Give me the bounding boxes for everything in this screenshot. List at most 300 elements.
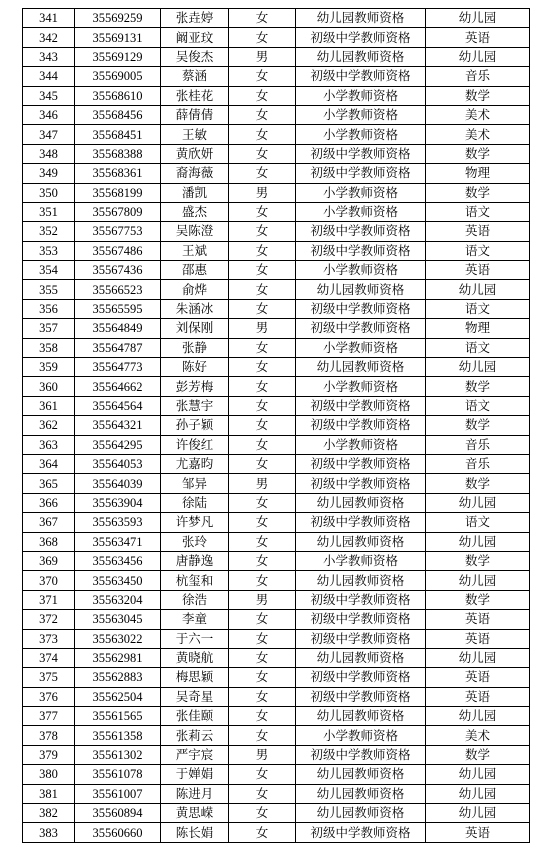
subject-cell: 幼儿园 xyxy=(426,648,530,667)
name-cell: 王斌 xyxy=(161,241,229,260)
exam-id-cell: 35568456 xyxy=(75,105,161,124)
serial-number-cell: 373 xyxy=(23,629,75,648)
gender-cell: 女 xyxy=(229,9,296,28)
table-row xyxy=(23,47,530,66)
subject-cell: 数学 xyxy=(426,377,530,396)
table-row xyxy=(23,513,530,532)
name-cell: 张桂花 xyxy=(161,86,229,105)
gender-cell: 女 xyxy=(229,377,296,396)
qualification-cell: 幼儿园教师资格 xyxy=(296,707,426,726)
subject-cell: 数学 xyxy=(426,144,530,163)
serial-number-cell: 350 xyxy=(23,183,75,202)
serial-number-cell: 354 xyxy=(23,261,75,280)
qualification-cell: 初级中学教师资格 xyxy=(296,590,426,609)
exam-id-cell: 35564662 xyxy=(75,377,161,396)
exam-id-cell: 35564849 xyxy=(75,319,161,338)
subject-cell: 英语 xyxy=(426,668,530,687)
table-row xyxy=(23,435,530,454)
exam-id-cell: 35561358 xyxy=(75,726,161,745)
subject-cell: 幼儿园 xyxy=(426,804,530,823)
qualification-cell: 幼儿园教师资格 xyxy=(296,358,426,377)
qualification-cell: 小学教师资格 xyxy=(296,551,426,570)
table-row xyxy=(23,338,530,357)
table-row xyxy=(23,164,530,183)
gender-cell: 女 xyxy=(229,86,296,105)
serial-number-cell: 362 xyxy=(23,416,75,435)
gender-cell: 男 xyxy=(229,474,296,493)
gender-cell: 女 xyxy=(229,28,296,47)
qualification-cell: 初级中学教师资格 xyxy=(296,454,426,473)
name-cell: 吴奇星 xyxy=(161,687,229,706)
exam-id-cell: 35562504 xyxy=(75,687,161,706)
exam-id-cell: 35564787 xyxy=(75,338,161,357)
table-row xyxy=(23,377,530,396)
name-cell: 于六一 xyxy=(161,629,229,648)
subject-cell: 幼儿园 xyxy=(426,765,530,784)
gender-cell: 女 xyxy=(229,648,296,667)
exam-id-cell: 35563593 xyxy=(75,513,161,532)
exam-id-cell: 35567809 xyxy=(75,202,161,221)
name-cell: 严宇宸 xyxy=(161,745,229,764)
exam-id-cell: 35565595 xyxy=(75,299,161,318)
qualification-cell: 小学教师资格 xyxy=(296,377,426,396)
qualification-cell: 初级中学教师资格 xyxy=(296,67,426,86)
table-row xyxy=(23,745,530,764)
qualification-cell: 初级中学教师资格 xyxy=(296,474,426,493)
gender-cell: 女 xyxy=(229,105,296,124)
name-cell: 张慧宇 xyxy=(161,396,229,415)
qualification-cell: 幼儿园教师资格 xyxy=(296,648,426,667)
serial-number-cell: 376 xyxy=(23,687,75,706)
table-row xyxy=(23,590,530,609)
gender-cell: 女 xyxy=(229,299,296,318)
name-cell: 蔡涵 xyxy=(161,67,229,86)
subject-cell: 英语 xyxy=(426,610,530,629)
qualification-cell: 小学教师资格 xyxy=(296,183,426,202)
serial-number-cell: 372 xyxy=(23,610,75,629)
name-cell: 梅思颖 xyxy=(161,668,229,687)
name-cell: 王敏 xyxy=(161,125,229,144)
exam-id-cell: 35561565 xyxy=(75,707,161,726)
serial-number-cell: 378 xyxy=(23,726,75,745)
exam-id-cell: 35560660 xyxy=(75,823,161,842)
name-cell: 张玲 xyxy=(161,532,229,551)
qualification-cell: 初级中学教师资格 xyxy=(296,299,426,318)
serial-number-cell: 375 xyxy=(23,668,75,687)
table-row xyxy=(23,687,530,706)
name-cell: 许俊红 xyxy=(161,435,229,454)
table-row xyxy=(23,571,530,590)
subject-cell: 语文 xyxy=(426,513,530,532)
exam-id-cell: 35564773 xyxy=(75,358,161,377)
serial-number-cell: 359 xyxy=(23,358,75,377)
subject-cell: 数学 xyxy=(426,474,530,493)
qualification-cell: 初级中学教师资格 xyxy=(296,687,426,706)
table-row xyxy=(23,610,530,629)
qualification-cell: 初级中学教师资格 xyxy=(296,319,426,338)
serial-number-cell: 365 xyxy=(23,474,75,493)
table-row xyxy=(23,551,530,570)
table-row xyxy=(23,532,530,551)
subject-cell: 数学 xyxy=(426,416,530,435)
subject-cell: 英语 xyxy=(426,629,530,648)
name-cell: 彭芳梅 xyxy=(161,377,229,396)
table-row xyxy=(23,9,530,28)
gender-cell: 女 xyxy=(229,493,296,512)
gender-cell: 女 xyxy=(229,164,296,183)
exam-id-cell: 35561007 xyxy=(75,784,161,803)
name-cell: 张佳颐 xyxy=(161,707,229,726)
qualification-cell: 小学教师资格 xyxy=(296,435,426,454)
qualification-cell: 初级中学教师资格 xyxy=(296,668,426,687)
serial-number-cell: 341 xyxy=(23,9,75,28)
subject-cell: 音乐 xyxy=(426,67,530,86)
gender-cell: 女 xyxy=(229,144,296,163)
gender-cell: 女 xyxy=(229,222,296,241)
exam-id-cell: 35564564 xyxy=(75,396,161,415)
exam-id-cell: 35566523 xyxy=(75,280,161,299)
name-cell: 黄欣妍 xyxy=(161,144,229,163)
serial-number-cell: 347 xyxy=(23,125,75,144)
qualification-cell: 幼儿园教师资格 xyxy=(296,47,426,66)
subject-cell: 数学 xyxy=(426,86,530,105)
serial-number-cell: 366 xyxy=(23,493,75,512)
gender-cell: 女 xyxy=(229,261,296,280)
serial-number-cell: 383 xyxy=(23,823,75,842)
exam-id-cell: 35568610 xyxy=(75,86,161,105)
exam-id-cell: 35564039 xyxy=(75,474,161,493)
qualification-cell: 小学教师资格 xyxy=(296,105,426,124)
subject-cell: 幼儿园 xyxy=(426,280,530,299)
exam-id-cell: 35567436 xyxy=(75,261,161,280)
exam-id-cell: 35569129 xyxy=(75,47,161,66)
serial-number-cell: 352 xyxy=(23,222,75,241)
table-row xyxy=(23,726,530,745)
subject-cell: 数学 xyxy=(426,590,530,609)
name-cell: 刘保刚 xyxy=(161,319,229,338)
subject-cell: 英语 xyxy=(426,28,530,47)
table-row xyxy=(23,648,530,667)
serial-number-cell: 368 xyxy=(23,532,75,551)
name-cell: 孙子颖 xyxy=(161,416,229,435)
qualification-cell: 初级中学教师资格 xyxy=(296,610,426,629)
qualification-cell: 幼儿园教师资格 xyxy=(296,532,426,551)
subject-cell: 语文 xyxy=(426,241,530,260)
gender-cell: 女 xyxy=(229,532,296,551)
exam-id-cell: 35560894 xyxy=(75,804,161,823)
serial-number-cell: 374 xyxy=(23,648,75,667)
qualification-cell: 幼儿园教师资格 xyxy=(296,784,426,803)
subject-cell: 语文 xyxy=(426,396,530,415)
qualification-cell: 初级中学教师资格 xyxy=(296,396,426,415)
subject-cell: 美术 xyxy=(426,105,530,124)
qualification-cell: 初级中学教师资格 xyxy=(296,823,426,842)
gender-cell: 女 xyxy=(229,338,296,357)
serial-number-cell: 358 xyxy=(23,338,75,357)
subject-cell: 幼儿园 xyxy=(426,358,530,377)
serial-number-cell: 355 xyxy=(23,280,75,299)
gender-cell: 女 xyxy=(229,454,296,473)
subject-cell: 物理 xyxy=(426,164,530,183)
subject-cell: 幼儿园 xyxy=(426,532,530,551)
subject-cell: 英语 xyxy=(426,687,530,706)
table-row xyxy=(23,804,530,823)
table-row xyxy=(23,629,530,648)
exam-id-cell: 35569131 xyxy=(75,28,161,47)
name-cell: 盛杰 xyxy=(161,202,229,221)
table-row xyxy=(23,105,530,124)
serial-number-cell: 351 xyxy=(23,202,75,221)
qualification-cell: 小学教师资格 xyxy=(296,726,426,745)
gender-cell: 女 xyxy=(229,687,296,706)
qualification-cell: 幼儿园教师资格 xyxy=(296,280,426,299)
table-row xyxy=(23,668,530,687)
name-cell: 张莉云 xyxy=(161,726,229,745)
name-cell: 于婵娟 xyxy=(161,765,229,784)
subject-cell: 幼儿园 xyxy=(426,571,530,590)
name-cell: 黄晓航 xyxy=(161,648,229,667)
subject-cell: 幼儿园 xyxy=(426,47,530,66)
table-row xyxy=(23,222,530,241)
qualification-cell: 初级中学教师资格 xyxy=(296,416,426,435)
exam-id-cell: 35568361 xyxy=(75,164,161,183)
gender-cell: 女 xyxy=(229,358,296,377)
gender-cell: 女 xyxy=(229,241,296,260)
serial-number-cell: 380 xyxy=(23,765,75,784)
table-row xyxy=(23,125,530,144)
gender-cell: 女 xyxy=(229,571,296,590)
exam-id-cell: 35567753 xyxy=(75,222,161,241)
qualification-cell: 初级中学教师资格 xyxy=(296,164,426,183)
serial-number-cell: 369 xyxy=(23,551,75,570)
qualification-cell: 初级中学教师资格 xyxy=(296,241,426,260)
table-row xyxy=(23,280,530,299)
roster-table xyxy=(22,8,530,843)
exam-id-cell: 35562883 xyxy=(75,668,161,687)
serial-number-cell: 364 xyxy=(23,454,75,473)
table-row xyxy=(23,784,530,803)
gender-cell: 女 xyxy=(229,396,296,415)
table-row xyxy=(23,823,530,842)
subject-cell: 英语 xyxy=(426,823,530,842)
table-row xyxy=(23,28,530,47)
qualification-cell: 幼儿园教师资格 xyxy=(296,9,426,28)
name-cell: 许梦凡 xyxy=(161,513,229,532)
subject-cell: 物理 xyxy=(426,319,530,338)
exam-id-cell: 35563456 xyxy=(75,551,161,570)
gender-cell: 男 xyxy=(229,319,296,338)
exam-id-cell: 35569005 xyxy=(75,67,161,86)
exam-id-cell: 35569259 xyxy=(75,9,161,28)
gender-cell: 男 xyxy=(229,183,296,202)
name-cell: 尤嘉昀 xyxy=(161,454,229,473)
name-cell: 吴俊杰 xyxy=(161,47,229,66)
serial-number-cell: 377 xyxy=(23,707,75,726)
name-cell: 徐陆 xyxy=(161,493,229,512)
subject-cell: 幼儿园 xyxy=(426,493,530,512)
subject-cell: 语文 xyxy=(426,202,530,221)
table-row xyxy=(23,261,530,280)
serial-number-cell: 379 xyxy=(23,745,75,764)
gender-cell: 女 xyxy=(229,67,296,86)
qualification-cell: 初级中学教师资格 xyxy=(296,629,426,648)
subject-cell: 幼儿园 xyxy=(426,784,530,803)
serial-number-cell: 357 xyxy=(23,319,75,338)
name-cell: 朱涵冰 xyxy=(161,299,229,318)
name-cell: 徐浩 xyxy=(161,590,229,609)
exam-id-cell: 35562981 xyxy=(75,648,161,667)
gender-cell: 男 xyxy=(229,745,296,764)
gender-cell: 女 xyxy=(229,804,296,823)
name-cell: 阚亚玟 xyxy=(161,28,229,47)
name-cell: 俞烨 xyxy=(161,280,229,299)
serial-number-cell: 370 xyxy=(23,571,75,590)
table-row xyxy=(23,416,530,435)
name-cell: 张静 xyxy=(161,338,229,357)
table-row xyxy=(23,86,530,105)
qualification-cell: 小学教师资格 xyxy=(296,86,426,105)
table-row xyxy=(23,707,530,726)
gender-cell: 男 xyxy=(229,47,296,66)
qualification-cell: 幼儿园教师资格 xyxy=(296,571,426,590)
exam-id-cell: 35563204 xyxy=(75,590,161,609)
table-row xyxy=(23,765,530,784)
gender-cell: 女 xyxy=(229,784,296,803)
table-row xyxy=(23,67,530,86)
qualification-cell: 初级中学教师资格 xyxy=(296,513,426,532)
name-cell: 黄思嵘 xyxy=(161,804,229,823)
serial-number-cell: 346 xyxy=(23,105,75,124)
name-cell: 邹异 xyxy=(161,474,229,493)
table-row xyxy=(23,144,530,163)
name-cell: 唐静逸 xyxy=(161,551,229,570)
serial-number-cell: 349 xyxy=(23,164,75,183)
subject-cell: 数学 xyxy=(426,551,530,570)
subject-cell: 美术 xyxy=(426,726,530,745)
gender-cell: 女 xyxy=(229,202,296,221)
subject-cell: 幼儿园 xyxy=(426,9,530,28)
subject-cell: 数学 xyxy=(426,183,530,202)
table-row xyxy=(23,358,530,377)
qualification-cell: 小学教师资格 xyxy=(296,338,426,357)
gender-cell: 女 xyxy=(229,610,296,629)
gender-cell: 女 xyxy=(229,765,296,784)
table-row xyxy=(23,474,530,493)
table-row xyxy=(23,299,530,318)
serial-number-cell: 382 xyxy=(23,804,75,823)
table-row xyxy=(23,319,530,338)
gender-cell: 女 xyxy=(229,416,296,435)
name-cell: 张垚婷 xyxy=(161,9,229,28)
gender-cell: 男 xyxy=(229,590,296,609)
exam-id-cell: 35563904 xyxy=(75,493,161,512)
qualification-cell: 幼儿园教师资格 xyxy=(296,493,426,512)
serial-number-cell: 356 xyxy=(23,299,75,318)
exam-id-cell: 35567486 xyxy=(75,241,161,260)
name-cell: 吴陈澄 xyxy=(161,222,229,241)
exam-id-cell: 35561302 xyxy=(75,745,161,764)
exam-id-cell: 35563471 xyxy=(75,532,161,551)
subject-cell: 音乐 xyxy=(426,454,530,473)
serial-number-cell: 367 xyxy=(23,513,75,532)
serial-number-cell: 342 xyxy=(23,28,75,47)
qualification-cell: 初级中学教师资格 xyxy=(296,28,426,47)
subject-cell: 语文 xyxy=(426,299,530,318)
exam-id-cell: 35568388 xyxy=(75,144,161,163)
table-row xyxy=(23,493,530,512)
name-cell: 杭玺和 xyxy=(161,571,229,590)
qualification-cell: 初级中学教师资格 xyxy=(296,144,426,163)
subject-cell: 幼儿园 xyxy=(426,707,530,726)
gender-cell: 女 xyxy=(229,280,296,299)
table-row xyxy=(23,396,530,415)
exam-id-cell: 35564053 xyxy=(75,454,161,473)
qualification-cell: 幼儿园教师资格 xyxy=(296,765,426,784)
table-row xyxy=(23,183,530,202)
table-row xyxy=(23,202,530,221)
serial-number-cell: 348 xyxy=(23,144,75,163)
subject-cell: 数学 xyxy=(426,745,530,764)
exam-id-cell: 35563450 xyxy=(75,571,161,590)
name-cell: 陈进月 xyxy=(161,784,229,803)
serial-number-cell: 360 xyxy=(23,377,75,396)
subject-cell: 美术 xyxy=(426,125,530,144)
gender-cell: 女 xyxy=(229,125,296,144)
gender-cell: 女 xyxy=(229,435,296,454)
subject-cell: 音乐 xyxy=(426,435,530,454)
qualification-cell: 初级中学教师资格 xyxy=(296,745,426,764)
gender-cell: 女 xyxy=(229,551,296,570)
serial-number-cell: 381 xyxy=(23,784,75,803)
gender-cell: 女 xyxy=(229,629,296,648)
qualification-cell: 幼儿园教师资格 xyxy=(296,804,426,823)
exam-id-cell: 35561078 xyxy=(75,765,161,784)
gender-cell: 女 xyxy=(229,513,296,532)
roster-table-body xyxy=(23,9,530,843)
name-cell: 陈好 xyxy=(161,358,229,377)
gender-cell: 女 xyxy=(229,707,296,726)
name-cell: 潘凯 xyxy=(161,183,229,202)
gender-cell: 女 xyxy=(229,726,296,745)
name-cell: 邵惠 xyxy=(161,261,229,280)
name-cell: 李童 xyxy=(161,610,229,629)
serial-number-cell: 363 xyxy=(23,435,75,454)
subject-cell: 英语 xyxy=(426,222,530,241)
exam-id-cell: 35564321 xyxy=(75,416,161,435)
serial-number-cell: 343 xyxy=(23,47,75,66)
serial-number-cell: 361 xyxy=(23,396,75,415)
table-row xyxy=(23,454,530,473)
name-cell: 薛倩倩 xyxy=(161,105,229,124)
serial-number-cell: 344 xyxy=(23,67,75,86)
exam-id-cell: 35563022 xyxy=(75,629,161,648)
exam-id-cell: 35568451 xyxy=(75,125,161,144)
exam-id-cell: 35564295 xyxy=(75,435,161,454)
serial-number-cell: 345 xyxy=(23,86,75,105)
serial-number-cell: 371 xyxy=(23,590,75,609)
subject-cell: 英语 xyxy=(426,261,530,280)
name-cell: 陈长娟 xyxy=(161,823,229,842)
subject-cell: 语文 xyxy=(426,338,530,357)
serial-number-cell: 353 xyxy=(23,241,75,260)
table-row xyxy=(23,241,530,260)
gender-cell: 女 xyxy=(229,823,296,842)
qualification-cell: 小学教师资格 xyxy=(296,125,426,144)
qualification-cell: 小学教师资格 xyxy=(296,202,426,221)
gender-cell: 女 xyxy=(229,668,296,687)
exam-id-cell: 35563045 xyxy=(75,610,161,629)
exam-id-cell: 35568199 xyxy=(75,183,161,202)
